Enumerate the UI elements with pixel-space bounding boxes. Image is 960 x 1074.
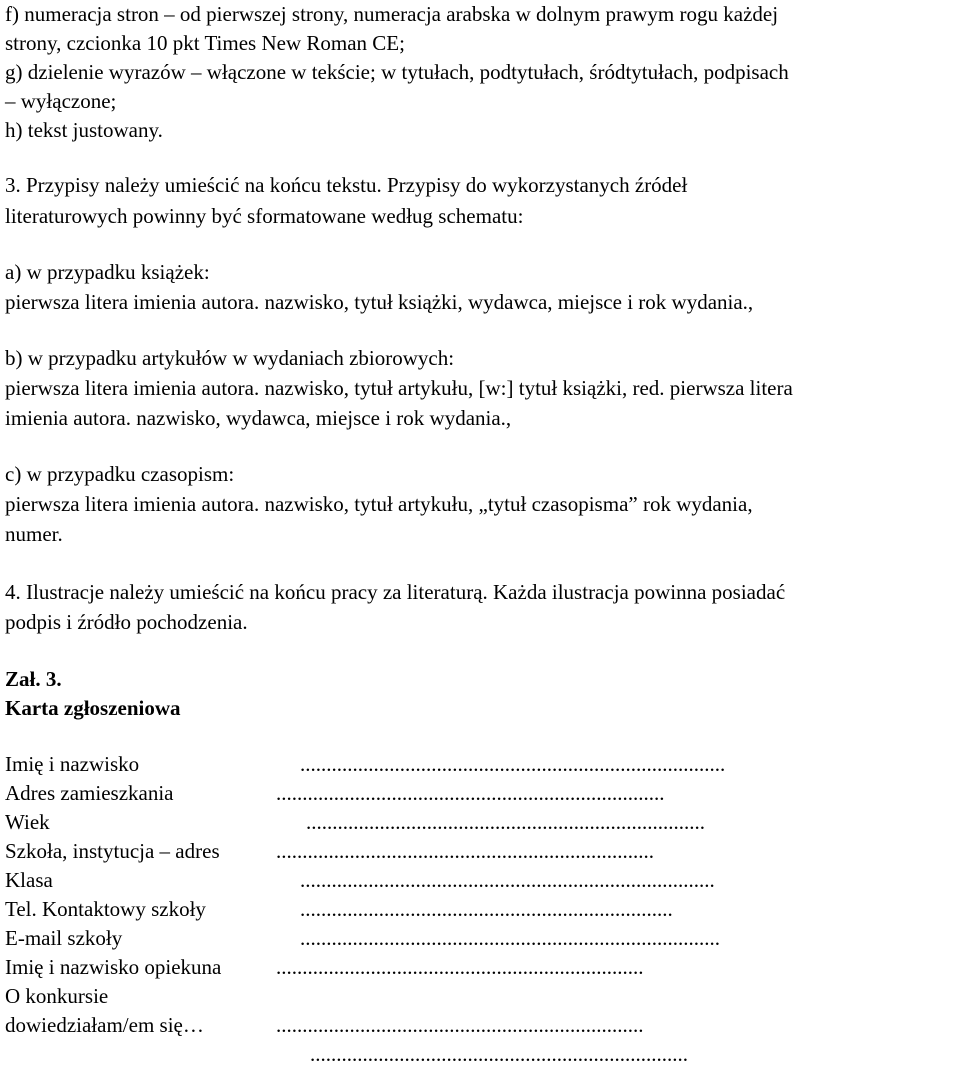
form-label-class: Klasa bbox=[5, 868, 53, 892]
form-field-age[interactable]: ............................................................................ bbox=[306, 810, 705, 834]
form-label-heard: dowiedziałam/em się… bbox=[5, 1013, 204, 1037]
form-field-heard[interactable]: ...................................................................... bbox=[276, 1013, 644, 1037]
text-line: g) dzielenie wyrazów – włączone w tekście; w tytułach, podtytułach, śródtytułach, podpisach bbox=[5, 60, 789, 84]
text-line: – wyłączone; bbox=[5, 89, 117, 113]
text-line: pierwsza litera imienia autora. nazwisko, tytuł książki, wydawca, miejsce i rok wydania., bbox=[5, 290, 754, 314]
form-label-age: Wiek bbox=[5, 810, 50, 834]
form-field-guardian[interactable]: ...................................................................... bbox=[276, 955, 644, 979]
form-label-school: Szkoła, instytucja – adres bbox=[5, 839, 220, 863]
text-line: 4. Ilustracje należy umieścić na końcu pracy za literaturą. Każda ilustracja powinna posiadać bbox=[5, 580, 786, 604]
form-label-contest: O konkursie bbox=[5, 984, 109, 1008]
attachment-label: Zał. 3. bbox=[5, 667, 62, 691]
form-field-phone[interactable]: ....................................................................... bbox=[300, 897, 673, 921]
text-line: c) w przypadku czasopism: bbox=[5, 462, 235, 486]
text-line: literaturowych powinny być sformatowane według schematu: bbox=[5, 204, 524, 228]
form-label-address: Adres zamieszkania bbox=[5, 781, 174, 805]
form-field-class[interactable]: ............................................................................... bbox=[300, 868, 715, 892]
text-line: numer. bbox=[5, 522, 63, 546]
form-label-name: Imię i nazwisko bbox=[5, 752, 140, 776]
text-line: pierwsza litera imienia autora. nazwisko, tytuł artykułu, [w:] tytuł książki, red. pierwsza litera bbox=[5, 376, 793, 400]
form-field-address[interactable]: .......................................................................... bbox=[276, 781, 665, 805]
form-field-email[interactable]: ................................................................................ bbox=[300, 926, 720, 950]
form-title: Karta zgłoszeniowa bbox=[5, 696, 181, 720]
form-label-email: E-mail szkoły bbox=[5, 926, 123, 950]
text-line: f) numeracja stron – od pierwszej strony, numeracja arabska w dolnym prawym rogu każdej bbox=[5, 2, 779, 26]
form-field-school[interactable]: ........................................................................ bbox=[276, 839, 654, 863]
text-line: 3. Przypisy należy umieścić na końcu tekstu. Przypisy do wykorzystanych źródeł bbox=[5, 173, 688, 197]
text-line: a) w przypadku książek: bbox=[5, 260, 210, 284]
text-line: strony, czcionka 10 pkt Times New Roman CE; bbox=[5, 31, 405, 55]
text-line: imienia autora. nazwisko, wydawca, miejsce i rok wydania., bbox=[5, 406, 512, 430]
form-field-heard-continued[interactable]: ........................................................................ bbox=[310, 1042, 688, 1066]
form-label-phone: Tel. Kontaktowy szkoły bbox=[5, 897, 206, 921]
text-line: podpis i źródło pochodzenia. bbox=[5, 610, 248, 634]
text-line: pierwsza litera imienia autora. nazwisko, tytuł artykułu, „tytuł czasopisma” rok wydania, bbox=[5, 492, 753, 516]
text-line: b) w przypadku artykułów w wydaniach zbiorowych: bbox=[5, 346, 455, 370]
text-line: h) tekst justowany. bbox=[5, 118, 163, 142]
form-label-guardian: Imię i nazwisko opiekuna bbox=[5, 955, 222, 979]
form-field-name[interactable]: ................................................................................. bbox=[300, 752, 726, 776]
